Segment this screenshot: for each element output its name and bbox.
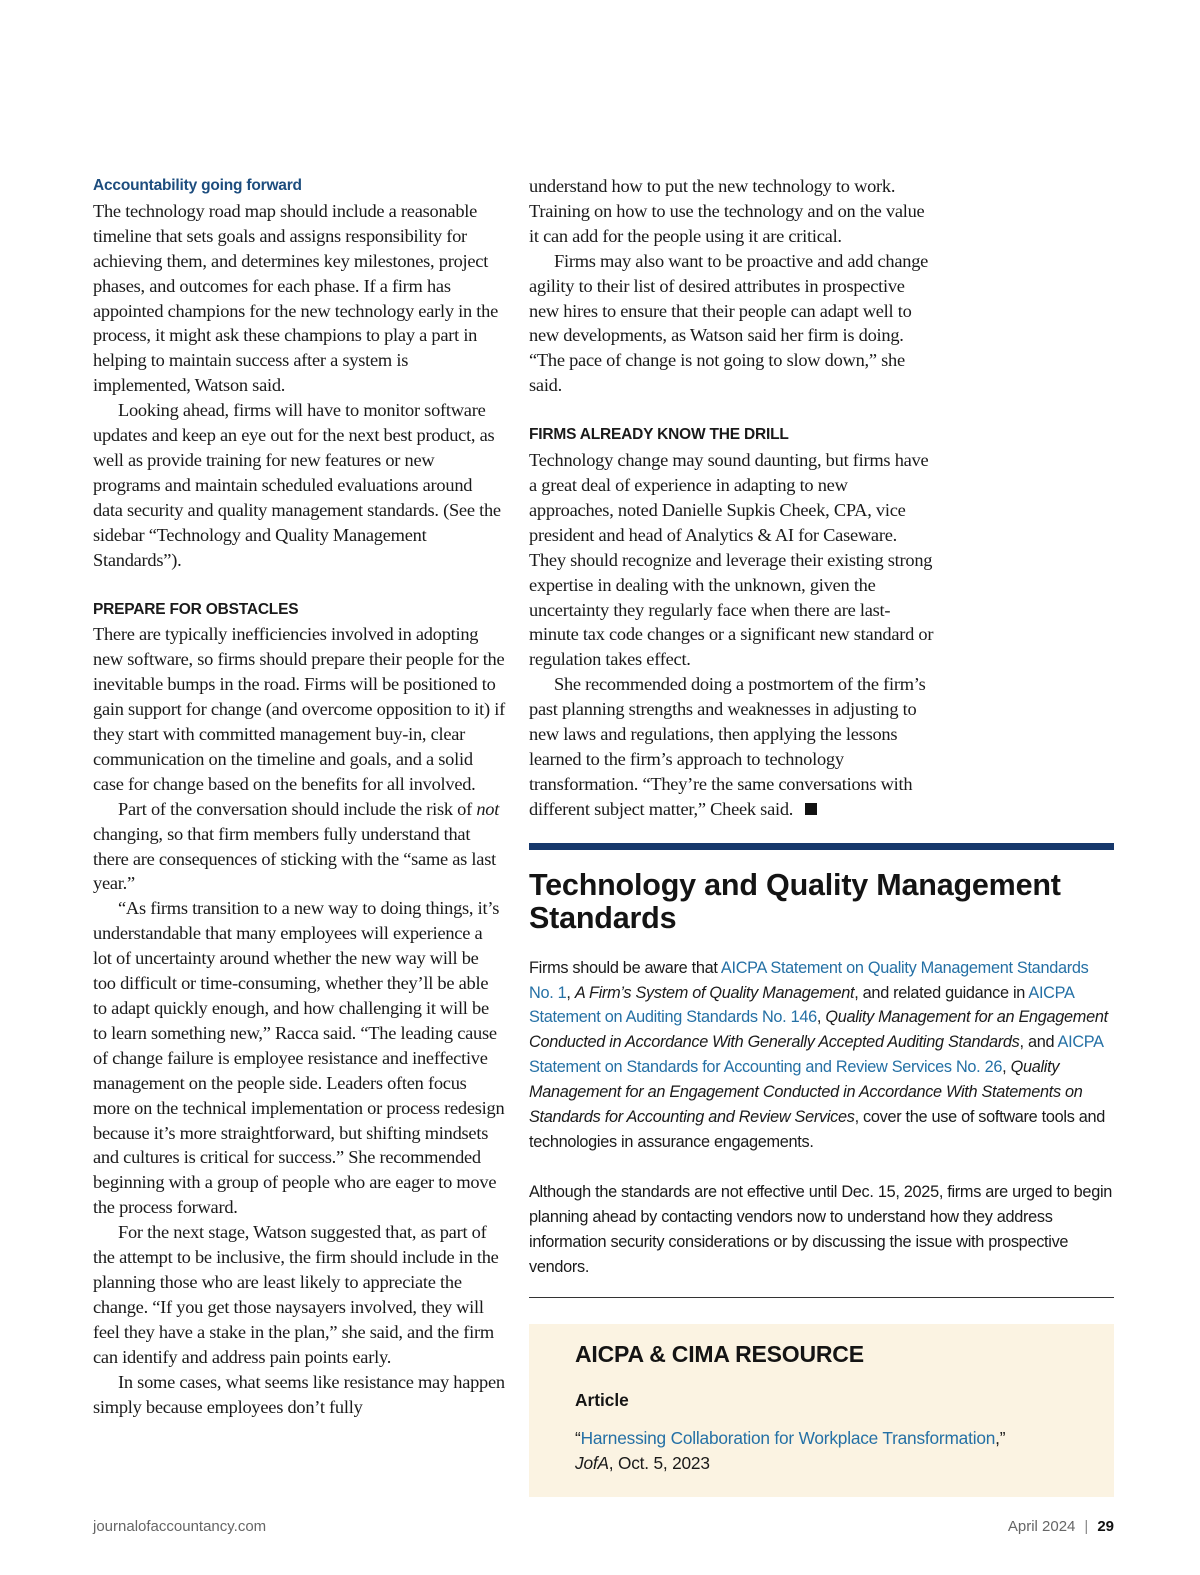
link-sas-146[interactable]: AICPA Statement on Auditing Standards No. 146 xyxy=(529,983,1074,1027)
footer-site: journalofaccountancy.com xyxy=(93,1518,267,1535)
footer-issue: April 2024 xyxy=(1007,1518,1076,1535)
paragraph: She recommended doing a postmortem of the firm’s past planning strengths and weaknesses in adjusting to new laws and regulations, then applying the lessons learned to the firm’s approach to technology transformation. “They’re the same conversations with different subject matter,” Cheek said. xyxy=(529,674,926,819)
heading-firms-already-know: FIRMS ALREADY KNOW THE DRILL xyxy=(529,426,789,444)
paragraph: For the next stage, Watson suggested that, as part of the attempt to be inclusive, the firm should include in the planning those who are least likely to appreciate the change. “If you get those naysayers involved, they will feel they have a stake in the plan,” she said, and the firm can identify and address pain points early. xyxy=(93,1222,499,1367)
page-number: 29 xyxy=(1097,1518,1114,1535)
sidebar-paragraph: Although the standards are not effective until Dec. 15, 2025, firms are urged to begin planning ahead by contacting vendors now to understand how they address information security considerations or by discussing the issue with prospective vendors. xyxy=(529,1182,1113,1276)
paragraph: Technology change may sound daunting, but firms have a great deal of experience in adapting to new approaches, noted Danielle Supkis Cheek, CPA, vice president and head of Analytics & AI for Caseware. They should recognize and leverage their existing strong expertise in dealing with the unknown, given the uncertainty they regularly face when there are last-minute tax code changes or a significant new standard or regulation takes effect. xyxy=(529,450,934,670)
end-of-article-mark xyxy=(805,803,817,815)
sidebar-paragraph: Firms should be aware that AICPA Statement on Quality Management Standards No. 1, A Firm’s System of Quality Management, and related guidance in AICPA Statement on Auditing Standards No. 146, Quality Management for an Engagement Conducted in Accordance With Generally Accepted Auditing Standards, and AICPA Statement on Standards for Accounting and Review Services No. 26, Quality Management for an Engagement Conducted in Accordance With Statements on Standards for Accounting and Review Services, cover the use of software tools and technologies in assurance engagements. xyxy=(529,958,1108,1151)
paragraph: The technology road map should include a reasonable timeline that sets goals and assigns responsibility for achieving them, and determines key milestones, project phases, and outcomes for each phase. If a firm has appointed champions for the new technology early in the process, it might ask these champions to play a part in helping to maintain success after a system is implemented, Watson said. xyxy=(93,200,499,396)
paragraph: There are typically inefficiencies involved in adopting new software, so firms should prepare their people for the inevitable bumps in the road. Firms will be positioned to gain support for change (and overcome opposition to it) if they start with committed management buy-in, clear communication on the timeline and goals, and a solid case for change based on the benefits for all involved. xyxy=(93,624,505,794)
heading-prepare-for-obstacles: PREPARE FOR OBSTACLES xyxy=(93,600,299,618)
paragraph: “As firms transition to a new way to doing things, it’s understandable that many employees will experience a lot of uncertainty around whether the new way will be too difficult or time-consuming, whether they’ll be able to adapt quickly enough, and how challenging it will be to learn something new,” Racca said. “The leading cause of change failure is employee resistance and ineffective management on the people side. Leaders often focus more on the technical implementation or process redesign because it’s more straightforward, but shifting mindsets and cultures is critical for success.” She recommended beginning with a group of people who are eager to move the process forward. xyxy=(93,898,505,1218)
paragraph: Part of the conversation should include the risk of not changing, so that firm members fully understand that there are consequences of sticking with the “same as last year.” xyxy=(93,798,500,894)
left-column xyxy=(93,174,505,1419)
emphasis-not: not xyxy=(476,798,500,819)
right-column xyxy=(529,174,1114,1497)
paragraph: understand how to put the new technology to work. Training on how to use the technology and on the value it can add for the people using it are critical. xyxy=(529,176,925,246)
footer-separator: | xyxy=(1084,1518,1089,1535)
resource-title: AICPA & CIMA RESOURCE xyxy=(575,1341,864,1368)
link-sqms-1[interactable]: AICPA Statement on Quality Management Standards No. 1 xyxy=(529,958,1089,1002)
heading-accountability: Accountability going forward xyxy=(93,177,302,194)
link-harnessing-collaboration[interactable]: Harnessing Collaboration for Workplace Transformation xyxy=(580,1428,996,1449)
paragraph: Firms may also want to be proactive and add change agility to their list of desired attributes in prospective new hires to ensure that their people can adapt well to new developments, as Watson said her firm is doing. “The pace of change is not going to slow down,” she said. xyxy=(529,250,929,396)
resource-citation: “Harnessing Collaboration for Workplace Transformation,” JofA, Oct. 5, 2023 xyxy=(575,1428,1006,1474)
sidebar-top-rule xyxy=(529,843,1114,850)
resource-box xyxy=(529,1324,1114,1497)
paragraph: Looking ahead, firms will have to monitor software updates and keep an eye out for the next best product, as well as provide training for new features or new programs and maintain scheduled evaluations around data security and quality management standards. (See the sidebar “Technology and Quality Management Standards”). xyxy=(93,400,501,570)
sidebar-body xyxy=(529,956,1114,1280)
link-ssars-26[interactable]: AICPA Statement on Standards for Accounting and Review Services No. 26 xyxy=(529,1033,1103,1077)
footer-page-info xyxy=(1008,1518,1114,1535)
sidebar-bottom-rule xyxy=(529,1297,1114,1298)
sidebar-title: Technology and Quality Management Standards xyxy=(529,867,1061,935)
resource-type: Article xyxy=(575,1390,629,1411)
paragraph: In some cases, what seems like resistance may happen simply because employees don’t fully xyxy=(93,1371,505,1417)
